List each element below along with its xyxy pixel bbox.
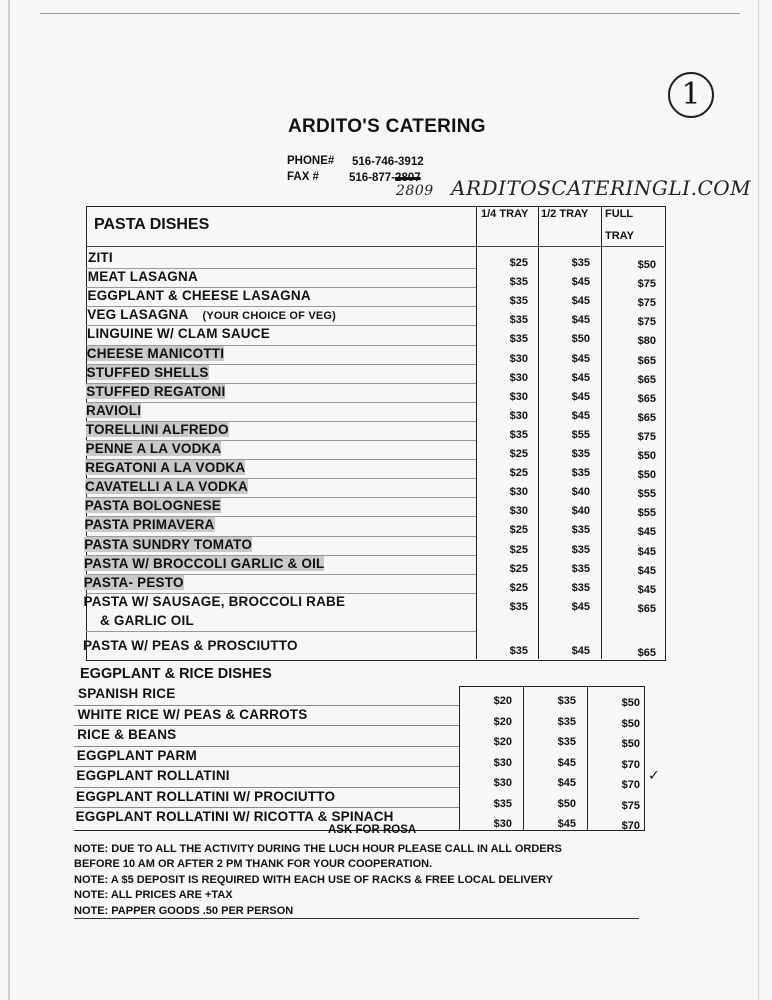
row-separator: [74, 705, 459, 706]
eggplant-price-quarter: $20: [493, 715, 512, 728]
pasta-price-half: $45: [571, 314, 590, 327]
pasta-item-name: REGATONI A LA VODKA: [85, 460, 246, 476]
note-lunch-hour-line1: NOTE: DUE TO ALL THE ACTIVITY DURING THE LUCH HOUR PLEASE CALL IN ALL ORDERS: [74, 843, 562, 855]
eggplant-price-quarter: $30: [493, 756, 512, 769]
pasta-price-full: $75: [637, 430, 656, 443]
pasta-row: [84, 537, 252, 552]
pasta-price-full: $75: [637, 297, 656, 310]
pasta-row: [84, 556, 324, 571]
pasta-price-half: $35: [571, 448, 590, 460]
pasta-price-full: $65: [637, 354, 656, 367]
pasta-item-name: PASTA W/ PEAS & PROSCIUTTO: [83, 638, 298, 653]
note-tax: NOTE: ALL PRICES ARE +TAX: [74, 889, 233, 901]
pasta-price-half: $35: [571, 467, 590, 480]
pasta-price-quarter: $35: [509, 276, 528, 289]
pasta-item-name: PASTA W/ SAUSAGE, BROCCOLI RABE: [83, 593, 346, 609]
pasta-price-quarter: $35: [509, 295, 528, 308]
pasta-item-name: EGGPLANT & CHEESE LASAGNA: [87, 288, 311, 304]
eggplant-item-name: RICE & BEANS: [77, 727, 177, 742]
eggplant-price-quarter: $20: [493, 736, 512, 748]
row-separator: [86, 402, 476, 403]
pasta-row: [85, 517, 215, 532]
pasta-price-quarter: $25: [509, 257, 528, 269]
pasta-price-full: $75: [637, 278, 656, 291]
pasta-price-quarter: $25: [509, 543, 528, 556]
pasta-price-half: $40: [571, 486, 590, 499]
eggplant-price-half: $35: [557, 695, 576, 707]
pasta-price-half: $35: [571, 524, 590, 537]
pasta-price-quarter: $25: [509, 524, 528, 537]
pasta-price-quarter: $35: [509, 645, 528, 657]
pasta-item-name: RAVIOLI: [86, 402, 142, 418]
pasta-item-name: CAVATELLI A LA VODKA: [85, 479, 248, 495]
phone-number: 516-746-3912: [352, 156, 424, 168]
pasta-price-half: $35: [571, 562, 590, 575]
eggplant-price-full: $70: [621, 758, 640, 771]
pasta-item-name: PENNE A LA VODKA: [85, 441, 222, 456]
eggplant-item-name: EGGPLANT ROLLATINI W/ RICOTTA & SPINACH: [75, 809, 394, 824]
pasta-item-note: (YOUR CHOICE OF VEG): [202, 310, 337, 323]
eggplant-item-name: EGGPLANT ROLLATINI W/ PROCIUTTO: [76, 788, 336, 804]
eggplant-row: [77, 748, 197, 763]
row-separator: [74, 807, 459, 808]
pasta-price-half: $45: [571, 645, 590, 657]
col-header-tray: TRAY: [605, 230, 634, 242]
phone-label: PHONE#: [287, 155, 335, 167]
pasta-price-quarter: $30: [509, 486, 528, 499]
pasta-price-half: $50: [571, 333, 590, 346]
pasta-price-half: $45: [571, 295, 590, 308]
note-deposit: NOTE: A $5 DEPOSIT IS REQUIRED WITH EACH USE OF RACKS & FREE LOCAL DELIVERY: [74, 874, 553, 886]
pasta-item-name: ZITI: [88, 250, 113, 265]
pasta-price-half: $35: [571, 543, 590, 556]
pasta-price-half: $35: [571, 581, 590, 594]
pasta-price-half: $40: [571, 505, 590, 518]
pasta-row: [86, 403, 141, 418]
pasta-row: [88, 250, 113, 265]
pasta-row: [84, 575, 184, 590]
pasta-price-full: $45: [637, 545, 656, 558]
row-separator: [74, 746, 459, 747]
pasta-price-quarter: $25: [509, 467, 528, 480]
pasta-item-name: LINGUINE W/ CLAM SAUCE: [87, 326, 270, 342]
pasta-price-quarter: $25: [509, 581, 528, 594]
pasta-price-full: $45: [637, 564, 656, 577]
pasta-price-full: $45: [637, 526, 656, 539]
eggplant-price-quarter: $30: [493, 777, 512, 789]
fax-prefix: 516-877-: [349, 172, 396, 184]
pasta-price-half: $45: [571, 371, 590, 384]
eggplant-item-name: WHITE RICE W/ PEAS & CARROTS: [77, 706, 308, 722]
pasta-price-quarter: $30: [509, 409, 528, 422]
pasta-price-quarter: $30: [509, 371, 528, 384]
fax-label: FAX #: [287, 171, 319, 183]
row-separator: [74, 766, 459, 767]
col-divider: [587, 686, 588, 830]
pasta-price-full: $65: [637, 602, 656, 615]
col-divider: [459, 686, 460, 830]
pasta-price-full: $65: [637, 392, 656, 405]
row-separator: [74, 725, 459, 726]
pasta-item-name: & GARLIC OIL: [100, 612, 194, 628]
pasta-price-full: $50: [637, 259, 656, 271]
pasta-row: [85, 498, 221, 513]
pasta-price-quarter: $30: [509, 390, 528, 403]
eggplant-price-full: $50: [621, 717, 640, 730]
pasta-item-name: STUFFED REGATONI: [86, 383, 226, 399]
eggplant-price-full: $75: [621, 799, 640, 812]
pasta-price-half: $45: [571, 600, 590, 613]
col-divider: [538, 206, 539, 659]
pasta-price-quarter: $25: [509, 562, 528, 575]
pasta-item-name: PASTA BOLOGNESE: [84, 498, 222, 514]
pasta-row: [85, 479, 248, 494]
pasta-price-full: $80: [637, 335, 656, 348]
pasta-item-name: TORELLINI ALFREDO: [85, 421, 229, 437]
row-separator: [74, 787, 459, 788]
pasta-item-name: MEAT LASAGNA: [87, 269, 198, 285]
pasta-row: [85, 460, 245, 475]
col-header-half: 1/2 TRAY: [541, 208, 589, 220]
eggplant-price-full: $50: [621, 738, 640, 750]
page-right-edge: [758, 0, 759, 1000]
col-header-quarter: 1/4 TRAY: [481, 208, 529, 220]
footer-rule: [74, 918, 639, 919]
header-separator: [86, 246, 664, 247]
pasta-section-title: PASTA DISHES: [94, 216, 210, 233]
row-separator: [86, 631, 476, 632]
eggplant-price-full: $70: [621, 779, 640, 791]
pasta-row: [86, 384, 225, 399]
pasta-price-half: $35: [571, 257, 590, 269]
page-number-circle: [668, 72, 714, 118]
checkmark-icon: ✓: [648, 768, 660, 784]
eggplant-section-title: EGGPLANT & RICE DISHES: [80, 666, 272, 682]
eggplant-price-half: $45: [557, 818, 576, 830]
page-number: 1: [681, 77, 701, 112]
col-divider: [476, 206, 477, 659]
pasta-price-quarter: $35: [509, 600, 528, 613]
eggplant-table: [74, 686, 646, 832]
pasta-price-quarter: $30: [509, 505, 528, 518]
handwritten-website: ARDITOSCATERINGLI.COM: [451, 176, 752, 200]
col-header-full: FULL: [605, 208, 634, 220]
eggplant-price-quarter: $30: [493, 818, 512, 830]
col-divider: [601, 206, 602, 659]
pasta-price-full: $65: [637, 373, 656, 386]
pasta-row: [83, 638, 298, 653]
pasta-price-full: $45: [637, 583, 656, 596]
eggplant-price-half: $50: [557, 797, 576, 810]
pasta-price-half: $45: [571, 409, 590, 422]
pasta-price-half: $45: [571, 390, 590, 403]
pasta-price-full: $50: [637, 469, 656, 482]
eggplant-row: [77, 727, 176, 742]
eggplant-price-quarter: $35: [493, 797, 512, 810]
pasta-price-half: $45: [571, 276, 590, 289]
pasta-price-quarter: $35: [509, 314, 528, 327]
col-divider: [523, 686, 524, 830]
pasta-price-full: $65: [637, 411, 656, 424]
pasta-item-name: PASTA SUNDRY TOMATO: [84, 536, 253, 552]
eggplant-row: [78, 707, 308, 722]
pasta-price-quarter: $35: [509, 428, 528, 441]
pasta-row: [87, 346, 224, 361]
pasta-item-name: CHEESE MANICOTTI: [86, 345, 225, 361]
pasta-item-name: PASTA- PESTO: [83, 574, 184, 590]
eggplant-price-half: $45: [557, 756, 576, 769]
eggplant-top-rule: [459, 686, 644, 687]
pasta-table: [83, 206, 666, 661]
pasta-item-name: STUFFED SHELLS: [86, 364, 209, 380]
page-left-edge: [8, 0, 10, 1000]
pasta-row: [100, 613, 194, 628]
eggplant-price-quarter: $20: [493, 695, 512, 707]
page-title: ARDITO'S CATERING: [288, 116, 486, 137]
pasta-row: [87, 307, 336, 322]
handwritten-fax-fix: 2809: [396, 183, 434, 199]
pasta-row: [86, 422, 229, 437]
fax-crossed-digits: 2807: [395, 172, 421, 184]
page-top-edge: [40, 13, 740, 14]
pasta-price-full: $55: [637, 507, 656, 520]
pasta-price-quarter: $35: [509, 333, 528, 346]
pasta-price-quarter: $25: [509, 448, 528, 460]
pasta-price-full: $65: [637, 647, 656, 659]
note-paper-goods: NOTE: PAPPER GOODS .50 PER PERSON: [74, 905, 294, 917]
note-lunch-hour-line2: BEFORE 10 AM OR AFTER 2 PM THANK FOR YOUR COOPERATION.: [74, 858, 433, 870]
pasta-item-name: VEG LASAGNA: [87, 307, 189, 323]
pasta-row: [88, 288, 311, 303]
eggplant-row: [76, 768, 229, 783]
eggplant-item-name: EGGPLANT PARM: [76, 747, 197, 763]
eggplant-price-full: $70: [621, 820, 640, 832]
ask-for-rosa: ASK FOR ROSA: [328, 824, 417, 836]
eggplant-item-name: SPANISH RICE: [78, 686, 176, 701]
pasta-price-full: $75: [637, 316, 656, 329]
eggplant-row: [78, 686, 175, 701]
pasta-price-full: $50: [637, 450, 656, 462]
pasta-row: [87, 365, 209, 380]
eggplant-price-full: $50: [621, 697, 640, 709]
eggplant-row: [76, 789, 335, 804]
pasta-item-name: PASTA PRIMAVERA: [84, 517, 215, 533]
pasta-price-half: $55: [571, 428, 590, 441]
pasta-price-half: $45: [571, 352, 590, 365]
eggplant-price-half: $45: [557, 777, 576, 789]
eggplant-price-half: $35: [557, 715, 576, 728]
eggplant-price-half: $35: [557, 736, 576, 748]
pasta-price-full: $55: [637, 488, 656, 501]
pasta-row: [84, 594, 346, 609]
eggplant-item-name: EGGPLANT ROLLATINI: [76, 768, 230, 783]
pasta-row: [86, 441, 222, 456]
pasta-item-name: PASTA W/ BROCCOLI GARLIC & OIL: [84, 555, 325, 571]
pasta-row: [88, 269, 198, 284]
pasta-price-quarter: $30: [509, 352, 528, 365]
pasta-row: [87, 326, 270, 341]
eggplant-row: [76, 809, 394, 824]
